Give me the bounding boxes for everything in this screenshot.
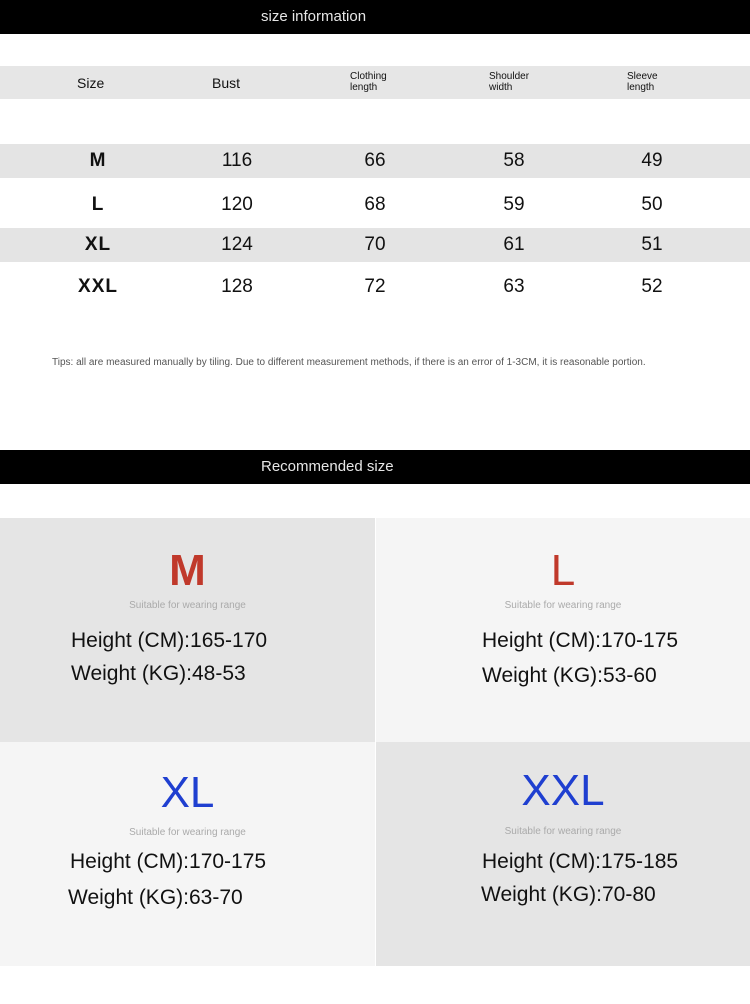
- size-table-header: [0, 66, 750, 99]
- row-clothing-length: 72: [364, 276, 386, 297]
- header-bust: Bust: [212, 75, 241, 91]
- card-size: M: [169, 546, 206, 595]
- header-sleeve-length-line1: Sleeve: [627, 71, 658, 82]
- card-size: XL: [160, 768, 215, 817]
- header-clothing-length: [350, 71, 387, 93]
- table-row: [0, 270, 750, 304]
- card-weight: Weight (KG):53-60: [482, 664, 657, 687]
- header-shoulder-width: [489, 71, 529, 93]
- row-shoulder-width: 58: [503, 150, 525, 171]
- row-sleeve-length: 50: [641, 194, 663, 215]
- card-height: Height (CM):170-175: [482, 629, 679, 652]
- size-information-banner: [0, 0, 750, 34]
- row-size: XL: [84, 234, 112, 255]
- row-shoulder-width: 61: [503, 234, 525, 255]
- header-clothing-length-line2: length: [350, 82, 378, 93]
- table-row: [0, 228, 750, 262]
- card-height: Height (CM):170-175: [70, 850, 267, 873]
- row-bust: 116: [221, 150, 253, 171]
- row-size: XXL: [78, 276, 118, 297]
- row-clothing-length: 70: [364, 234, 386, 255]
- header-sleeve-length: [627, 71, 658, 93]
- row-shoulder-width: 59: [503, 194, 525, 215]
- card-note: Suitable for wearing range: [504, 600, 622, 611]
- header-clothing-length-line1: Clothing: [350, 71, 387, 82]
- card-note: Suitable for wearing range: [129, 600, 246, 611]
- card-weight: Weight (KG):63-70: [68, 886, 243, 909]
- row-sleeve-length: 52: [641, 276, 663, 297]
- card-size: XXL: [521, 766, 605, 815]
- recommend-card-m: [0, 518, 375, 742]
- row-bust: 128: [221, 276, 253, 297]
- header-sleeve-length-line2: length: [627, 82, 655, 93]
- banner-title: Recommended size: [261, 458, 394, 475]
- row-sleeve-length: 51: [641, 234, 663, 255]
- row-size: L: [91, 194, 105, 215]
- row-clothing-length: 68: [364, 194, 386, 215]
- measurement-tips: Tips: all are measured manually by tiling. Due to different measurement methods, if there is an error of 1-3CM, it is reasonable portion.: [52, 357, 646, 368]
- recommend-card-l: [376, 518, 750, 742]
- recommend-card-xl: [0, 742, 375, 966]
- row-bust: 120: [221, 194, 253, 215]
- header-size: Size: [77, 75, 105, 91]
- table-row: [0, 188, 750, 222]
- row-bust: 124: [221, 234, 253, 255]
- row-shoulder-width: 63: [503, 276, 525, 297]
- row-sleeve-length: 49: [641, 150, 663, 171]
- card-weight: Weight (KG):48-53: [71, 662, 246, 685]
- card-note: Suitable for wearing range: [504, 826, 622, 837]
- recommended-size-banner: [0, 450, 750, 484]
- banner-title: size information: [261, 8, 367, 25]
- header-shoulder-width-line1: Shoulder: [489, 71, 530, 82]
- recommend-card-xxl: [376, 742, 750, 966]
- card-height: Height (CM):165-170: [71, 629, 268, 652]
- row-clothing-length: 66: [364, 150, 386, 171]
- header-shoulder-width-line2: width: [489, 82, 513, 93]
- card-weight: Weight (KG):70-80: [481, 883, 656, 906]
- card-height: Height (CM):175-185: [482, 850, 679, 873]
- card-note: Suitable for wearing range: [129, 827, 246, 838]
- table-row: [0, 144, 750, 178]
- row-size: M: [89, 150, 107, 171]
- card-size: L: [550, 546, 576, 595]
